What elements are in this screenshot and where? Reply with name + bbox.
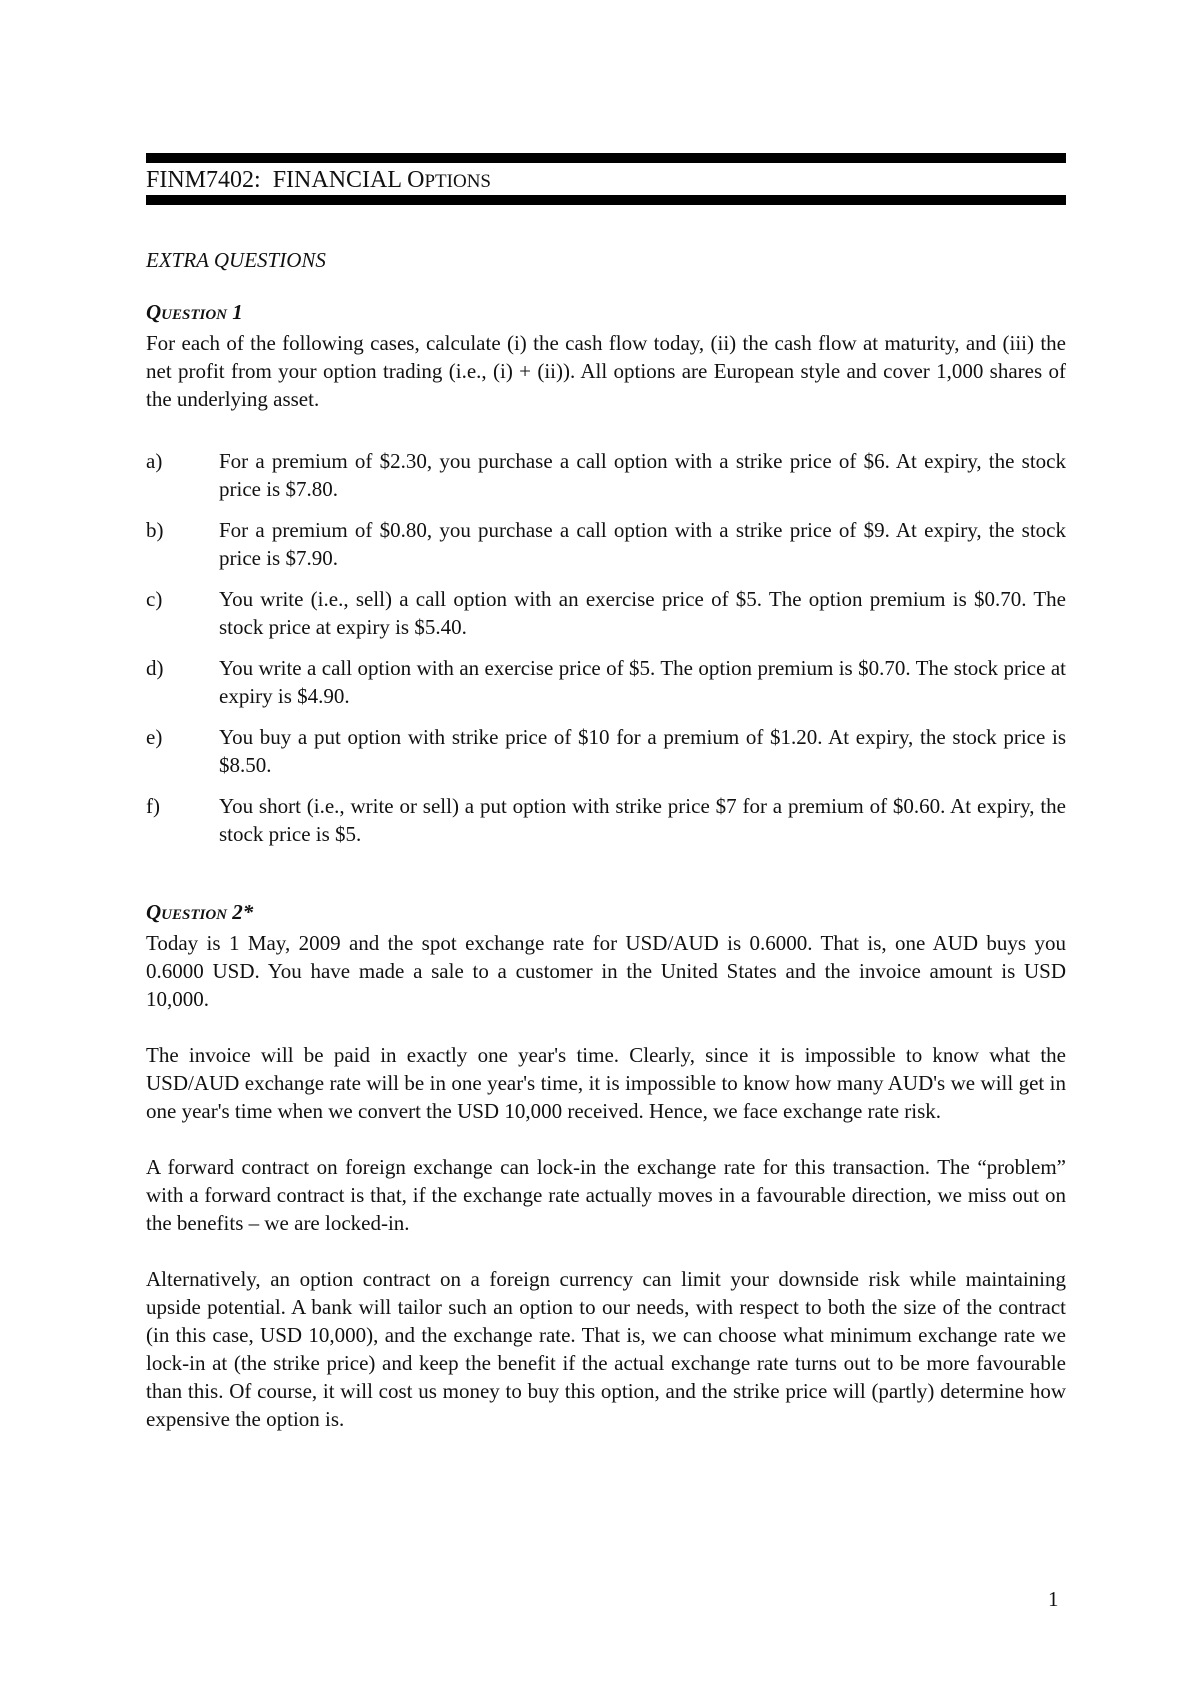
question-2-heading: QUESTION 2* [146, 900, 254, 924]
page-number: 1 [1048, 1587, 1059, 1611]
question-1-intro: For each of the following cases, calculate (i) the cash flow today, (ii) the cash flow at maturity, and (iii) the net profit from your option trading (i.e., (i) + (ii)). All options are European style and cover 1,000 shares of the underlying asset. [146, 331, 1066, 411]
case-label: c) [146, 587, 163, 611]
case-text: You write (i.e., sell) a call option with an exercise price of $5. The option premium is $0.70. The stock price at expiry is $5.40. [219, 587, 1066, 639]
case-item [146, 723, 1066, 779]
case-label: a) [146, 449, 163, 473]
case-text: For a premium of $2.30, you purchase a call option with a strike price of $6. At expiry, the stock price is $7.80. [219, 449, 1066, 501]
course-code: FINM7402: [146, 167, 261, 193]
question-1-heading: QUESTION 1 [146, 300, 243, 324]
header-rule-top [146, 153, 1066, 163]
header-rule-bottom [146, 195, 1066, 205]
question-2 [146, 898, 1066, 1433]
case-text: You short (i.e., write or sell) a put option with strike price $7 for a premium of $0.60. At expiry, the stock price is $5. [219, 794, 1066, 846]
course-title [146, 166, 491, 196]
section-title: EXTRA QUESTIONS [146, 248, 326, 272]
case-label: d) [146, 656, 164, 680]
case-text: You write a call option with an exercise price of $5. The option premium is $0.70. The stock price at expiry is $4.90. [219, 656, 1066, 708]
question-2-paragraph: A forward contract on foreign exchange can lock-in the exchange rate for this transaction. The “problem” with a forward contract is that, if the exchange rate actually moves in a favourable direction, we miss out on the benefits – we are locked-in. [146, 1155, 1066, 1235]
document-body [146, 246, 1066, 1433]
course-name-smallcaps: PTIONS [424, 171, 491, 192]
case-text: You buy a put option with strike price of $10 for a premium of $1.20. At expiry, the stock price is $8.50. [219, 725, 1066, 777]
question-2-paragraph: Today is 1 May, 2009 and the spot exchange rate for USD/AUD is 0.6000. That is, one AUD buys you 0.6000 USD. You have made a sale to a customer in the United States and the invoice amount is USD 10,000. [146, 931, 1066, 1011]
case-label: e) [146, 725, 163, 749]
case-label: b) [146, 518, 164, 542]
case-item [146, 654, 1066, 710]
case-item [146, 792, 1066, 848]
question-1 [146, 298, 1066, 848]
case-text: For a premium of $0.80, you purchase a call option with a strike price of $9. At expiry, the stock price is $7.90. [219, 518, 1066, 570]
case-label: f) [146, 794, 160, 818]
case-item [146, 447, 1066, 503]
question-2-paragraph: Alternatively, an option contract on a foreign currency can limit your downside risk while maintaining upside potential. A bank will tailor such an option to our needs, with respect to both the size of the contract (in this case, USD 10,000), and the exchange rate. That is, we can choose what minimum exchange rate we lock-in at (the strike price) and keep the benefit if the actual exchange rate turns out to be more favourable than this. Of course, it will cost us money to buy this option, and the strike price will (partly) determine how expensive the option is. [146, 1267, 1066, 1431]
question-2-paragraph: The invoice will be paid in exactly one year's time. Clearly, since it is impossible to know what the USD/AUD exchange rate will be in one year's time, it is impossible to know how many AUD's we will get in one year's time when we convert the USD 10,000 received. Hence, we face exchange rate risk. [146, 1043, 1066, 1123]
case-item [146, 516, 1066, 572]
question-1-cases [146, 447, 1066, 848]
course-name-main: FINANCIAL O [272, 167, 425, 193]
case-item [146, 585, 1066, 641]
